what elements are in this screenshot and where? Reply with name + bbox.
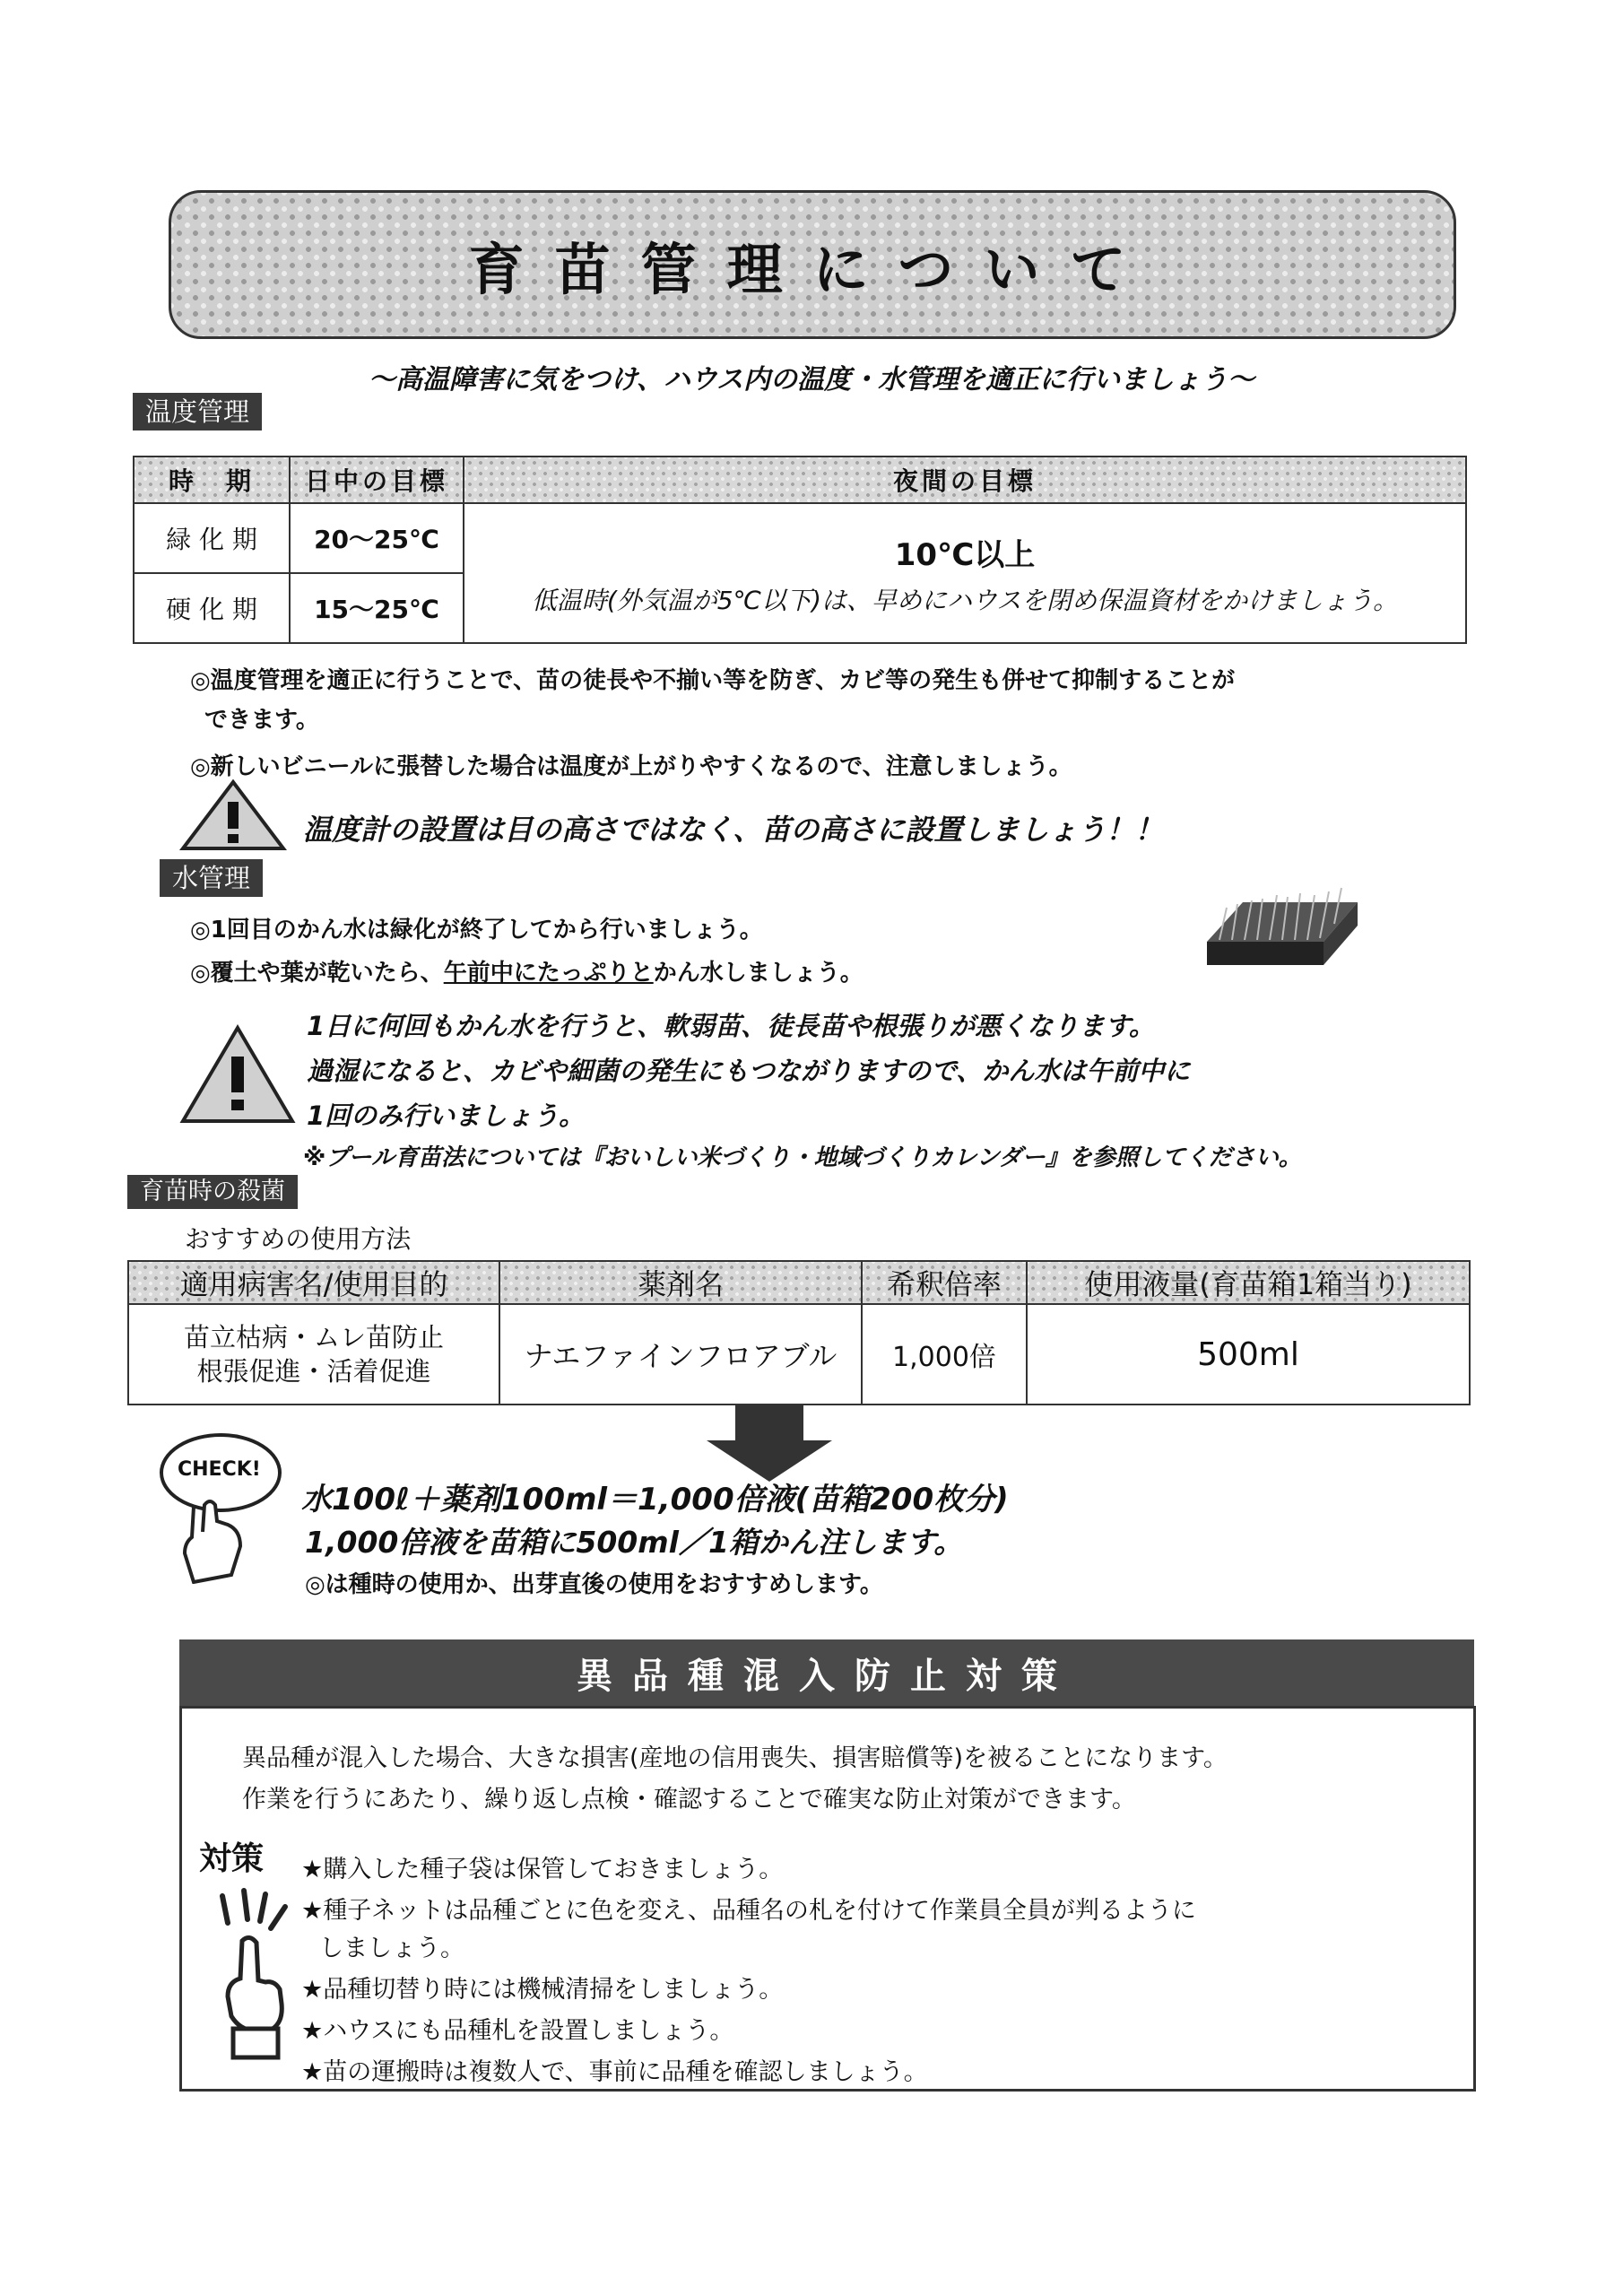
arrow-down-icon	[707, 1405, 832, 1482]
temp-warning: 温度計の設置は目の高さではなく、苗の高さに設置しましょう！！	[303, 813, 1164, 847]
mix-section-title: 異品種混入防止対策	[577, 1655, 1077, 1697]
check-line-1: 水100ℓ＋薬剤100ml＝1,000倍液(苗箱200枚分)	[301, 1482, 1009, 1518]
temp-row-day: 15～25℃	[290, 573, 464, 643]
steril-purpose-line-1: 苗立枯病・ムレ苗防止	[183, 1322, 444, 1352]
mix-section-header	[179, 1639, 1474, 1706]
sterilization-table	[127, 1260, 1471, 1405]
mix-intro-1: 異品種が混入した場合、大きな損害(産地の信用喪失、損害賠償等)を被ることになります。	[242, 1744, 1228, 1772]
section-tag-water: 水管理	[160, 859, 263, 897]
page-title: 育苗管理について	[468, 236, 1157, 302]
steril-ratio: 1,000倍	[862, 1304, 1027, 1405]
measure-item-3: ★品種切替り時には機械清掃をしましょう。	[301, 1976, 784, 2004]
water-note-2-emphasis: 午前中にたっぷりと	[443, 960, 654, 987]
temp-note-1b: できます。	[204, 707, 319, 734]
mix-intro-2: 作業を行うにあたり、繰り返し点検・確認することで確実な防止対策ができます。	[242, 1786, 1136, 1813]
check-line-2: 1,000倍液を苗箱に500ml／1箱かん注します。	[305, 1525, 964, 1560]
temp-note-1: ◎温度管理を適正に行うことで、苗の徒長や不揃い等を防ぎ、カビ等の発生も併せて抑制することが	[190, 667, 1236, 694]
steril-purpose-line-2: 根張促進・活着促進	[196, 1356, 431, 1387]
temp-row-day: 20～25℃	[290, 503, 464, 573]
temp-night-cell	[464, 503, 1466, 643]
steril-amount: 500ml	[1027, 1304, 1470, 1405]
measure-item-2: ★種子ネットは品種ごとに色を変え、品種名の札を付けて作業員全員が判るように	[301, 1897, 1196, 1925]
water-note-2	[190, 954, 864, 987]
check-note: ◎は種時の使用か、出芽直後の使用をおすすめします。	[305, 1571, 883, 1598]
water-warning-1: 1日に何回もかん水を行うと、軟弱苗、徒長苗や根張りが悪くなります。	[307, 1011, 1155, 1041]
temp-header-period: 時 期	[134, 457, 290, 503]
measures-label: 対策	[199, 1840, 265, 1877]
water-warning-2: 過湿になると、カビや細菌の発生にもつながりますので、かん水は午前中に	[307, 1056, 1191, 1086]
temp-note-2: ◎新しいビニールに張替した場合は温度が上がりやすくなるので、注意しましょう。	[190, 753, 1072, 780]
water-note-2-post: かん水しましょう。	[653, 960, 864, 987]
temp-row-period: 硬 化 期	[134, 573, 290, 643]
check-hand-icon	[158, 1431, 283, 1584]
measure-item-1: ★購入した種子袋は保管しておきましょう。	[301, 1856, 784, 1883]
warning-icon	[179, 1024, 296, 1125]
temp-night-note: 低温時(外気温が5℃以下)は、早めにハウスを閉め保温資材をかけましょう。	[531, 585, 1399, 615]
temp-header-night: 夜間の目標	[464, 457, 1466, 503]
temp-header-day: 日中の目標	[290, 457, 464, 503]
steril-purpose-cell	[128, 1304, 499, 1405]
water-warning-3: 1回のみ行いましょう。	[307, 1100, 586, 1131]
temp-night-main: 10℃以上	[894, 536, 1036, 573]
measure-item-5: ★苗の運搬時は複数人で、事前に品種を確認しましょう。	[301, 2058, 928, 2086]
measure-item-4: ★ハウスにも品種札を設置しましょう。	[301, 2017, 734, 2045]
pointing-hand-icon	[208, 1883, 298, 2063]
section-tag-temperature: 温度管理	[133, 393, 262, 430]
water-note-2-pre: ◎覆土や葉が乾いたら、	[190, 960, 444, 987]
sterilization-subtitle: おすすめの使用方法	[185, 1224, 412, 1254]
steril-header-amount: 使用液量(育苗箱1箱当り)	[1027, 1261, 1470, 1304]
warning-icon	[179, 778, 287, 852]
steril-agent: ナエファインフロアブル	[499, 1304, 862, 1405]
water-reference: ※プール育苗法については『おいしい米づくり・地域づくりカレンダー』を参照してください。	[303, 1144, 1302, 1171]
water-note-1: ◎1回目のかん水は緑化が終了してから行いましょう。	[190, 917, 763, 944]
page-subtitle: ～高温障害に気をつけ、ハウス内の温度・水管理を適正に行いましょう～	[369, 364, 1254, 396]
measure-item-2b: しましょう。	[319, 1935, 464, 1962]
temp-row-period: 緑 化 期	[134, 503, 290, 573]
check-label: CHECK!	[178, 1458, 261, 1481]
steril-header-ratio: 希釈倍率	[862, 1261, 1027, 1304]
section-tag-sterilization: 育苗時の殺菌	[127, 1175, 298, 1209]
seedling-tray-icon	[1200, 868, 1361, 979]
steril-header-agent: 薬剤名	[499, 1261, 862, 1304]
temperature-table	[133, 456, 1467, 644]
title-banner	[169, 190, 1456, 339]
steril-header-purpose: 適用病害名/使用目的	[128, 1261, 499, 1304]
